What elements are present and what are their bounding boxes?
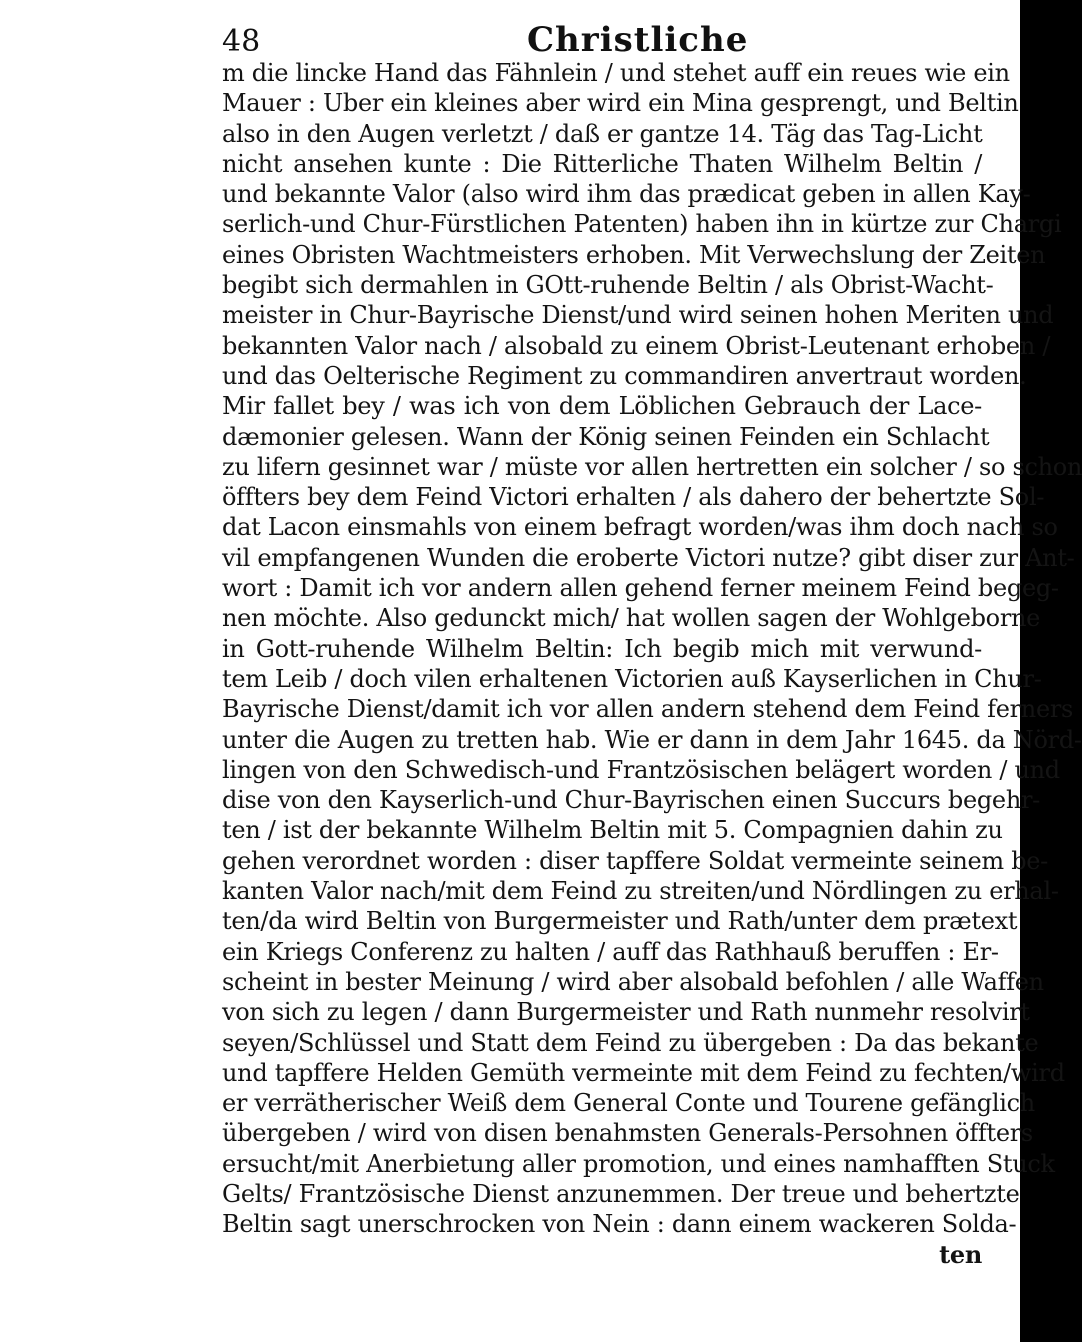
text-line: gehen verordnet worden : diser tapffere Soldat vermeinte seinem be-	[222, 846, 1048, 875]
text-line: serlich-und Chur-Fürstlichen Patenten) haben ihn in kürtze zur Chargi	[222, 210, 1062, 239]
text-line: bekannten Valor nach / alsobald zu einem Obrist-Leutenant erhoben /	[222, 331, 1051, 360]
text-line: seyen/Schlüssel und Statt dem Feind zu übergeben : Da das bekante	[222, 1028, 1039, 1057]
text-line: lingen von den Schwedisch-und Frantzösischen belägert worden / und	[222, 755, 1060, 784]
text-line: Mir fallet bey / was ich von dem Löblichen Gebrauch der Lace-	[222, 392, 982, 421]
text-line: m die lincke Hand das Fähnlein / und stehet auff ein reues wie ein	[222, 59, 1010, 87]
body-text	[222, 58, 1082, 1270]
text-line: begibt sich dermahlen in GOtt-ruhende Beltin / als Obrist-Wacht-	[222, 271, 994, 300]
text-line: wort : Damit ich vor andern allen gehend ferner meinem Feind begeg-	[222, 574, 1059, 603]
text-line: nen möchte. Also gedunckt mich/ hat wollen sagen der Wohlgeborne	[222, 604, 1041, 633]
text-line: und bekannte Valor (also wird ihm das prædicat geben in allen Kay-	[222, 180, 1031, 209]
text-line: und tapffere Helden Gemüth vermeinte mit dem Feind zu fechten/wird	[222, 1058, 1065, 1087]
text-line: kanten Valor nach/mit dem Feind zu streiten/und Nördlingen zu erhal-	[222, 877, 1059, 906]
text-line: also in den Augen verletzt / daß er gantze 14. Täg das Tag-Licht	[222, 119, 983, 148]
text-line: öffters bey dem Feind Victori erhalten / als dahero der behertzte Sol-	[222, 483, 1045, 512]
text-line: von sich zu legen / dann Burgermeister und Rath nunmehr resolvirt	[222, 998, 1030, 1027]
text-line: Gelts/ Frantzösische Dienst anzunemmen. Der treue und behertzte	[222, 1179, 1020, 1208]
text-line: ten / ist der bekannte Wilhelm Beltin mit 5. Compagnien dahin zu	[222, 816, 1003, 845]
text-line: übergeben / wird von disen benahmsten Generals-Persohnen öffters	[222, 1119, 1033, 1148]
text-line: eines Obristen Wachtmeisters erhoben. Mit Verwechslung der Zeiten	[222, 240, 1046, 269]
text-line: unter die Augen zu tretten hab. Wie er dann in dem Jahr 1645. da Nörd-	[222, 725, 1082, 754]
catchword: ten	[939, 1239, 982, 1269]
text-line: tem Leib / doch vilen erhaltenen Victorien auß Kayserlichen in Chur-	[222, 664, 1042, 693]
running-title: Christliche	[527, 20, 749, 60]
text-line: Bayrische Dienst/damit ich vor allen andern stehend dem Feind ferners	[222, 695, 1074, 724]
text-line: er verrätherischer Weiß dem General Conte und Tourene gefänglich	[222, 1089, 1035, 1118]
text-line: zu lifern gesinnet war / müste vor allen hertretten ein solcher / so schon	[222, 452, 1082, 481]
text-line: Beltin sagt unerschrocken von Nein : dann einem wackeren Solda-	[222, 1210, 1017, 1239]
text-line: in Gott-ruhende Wilhelm Beltin: Ich begib mich mit verwund-	[222, 634, 982, 663]
text-line: Mauer : Uber ein kleines aber wird ein Mina gesprengt, und Beltin	[222, 89, 1019, 118]
page-number: 48	[222, 24, 261, 59]
text-line: ersucht/mit Anerbietung aller promotion, und eines namhafften Stuck	[222, 1149, 1055, 1178]
text-line: vil empfangenen Wunden die eroberte Victori nutze? gibt diser zur Ant-	[222, 543, 1075, 572]
text-line: und das Oelterische Regiment zu commandiren anvertraut worden.	[222, 361, 1027, 390]
text-line: ten/da wird Beltin von Burgermeister und Rath/unter dem prætext	[222, 907, 1018, 936]
text-line: meister in Chur-Bayrische Dienst/und wird seinen hohen Meriten und	[222, 301, 1054, 330]
text-line: dat Lacon einsmahls von einem befragt worden/was ihm doch nach so	[222, 513, 1058, 542]
text-line: ein Kriegs Conferenz zu halten / auff das Rathhauß beruffen : Er-	[222, 937, 999, 966]
text-line: scheint in bester Meinung / wird aber alsobald befohlen / alle Waffen	[222, 967, 1044, 996]
text-line: nicht ansehen kunte : Die Ritterliche Thaten Wilhelm Beltin /	[222, 149, 982, 178]
text-line: dæmonier gelesen. Wann der König seinen Feinden ein Schlacht	[222, 422, 990, 451]
text-line: dise von den Kayserlich-und Chur-Bayrischen einen Succurs begehr-	[222, 786, 1040, 815]
